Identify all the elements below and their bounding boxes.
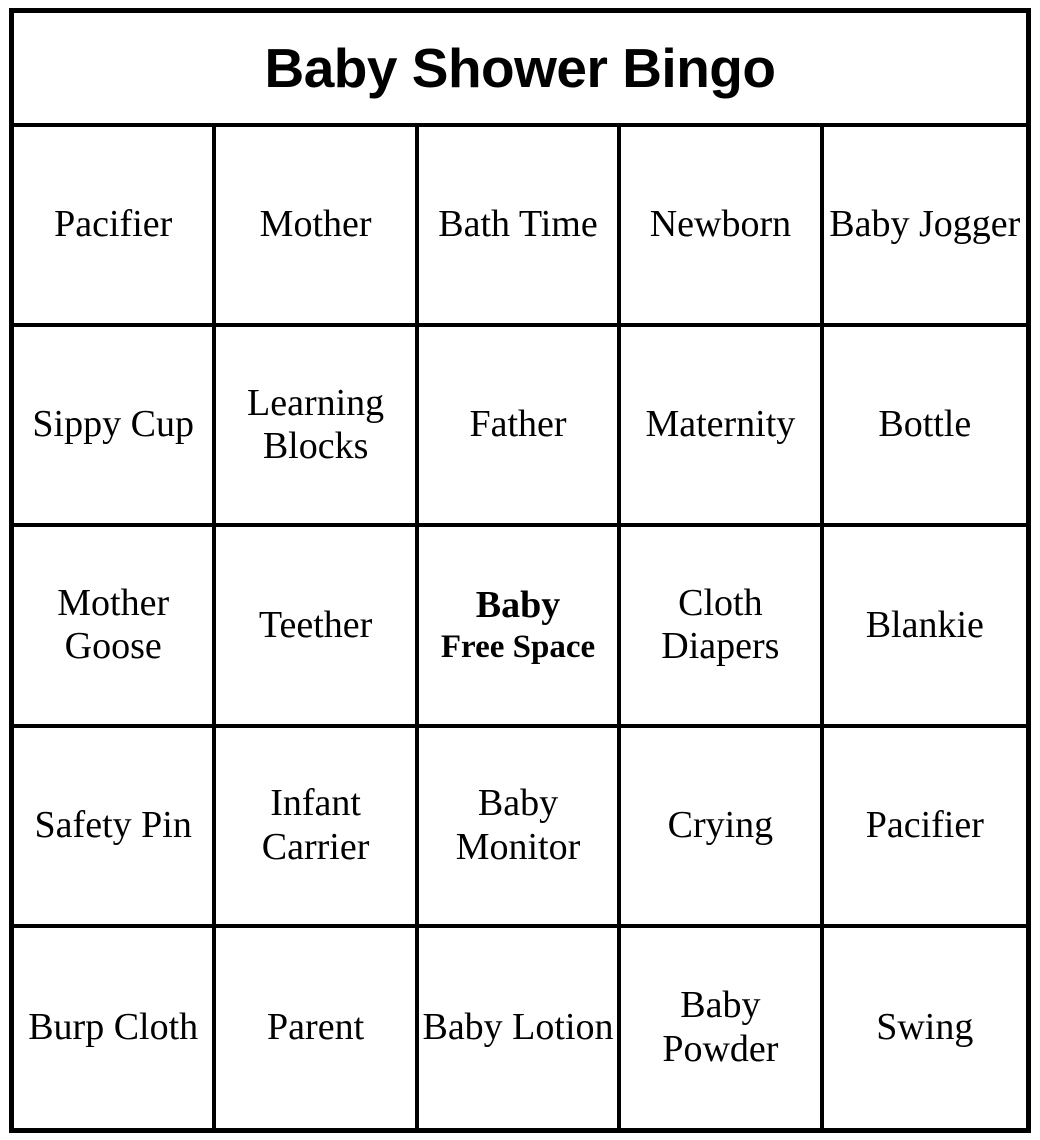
bingo-grid: [14, 127, 1026, 1128]
bingo-cell-r4c4: Crying: [621, 728, 823, 928]
bingo-cell-r1c4: Newborn: [621, 127, 823, 327]
bingo-cell-r4c1: Safety Pin: [14, 728, 216, 928]
free-space-title: Baby: [475, 583, 561, 626]
bingo-cell-r4c2: Infant Carrier: [216, 728, 418, 928]
bingo-cell-r3c1: Mother Goose: [14, 527, 216, 727]
bingo-cell-r4c5: Pacifier: [824, 728, 1026, 928]
bingo-cell-r2c5: Bottle: [824, 327, 1026, 527]
free-space-subtitle: Free Space: [440, 629, 596, 666]
bingo-cell-r5c3: Baby Lotion: [419, 928, 621, 1128]
bingo-cell-free-space: [419, 527, 621, 727]
bingo-cell-r5c5: Swing: [876, 1006, 974, 1049]
bingo-cell-r2c3: Father: [419, 327, 621, 527]
bingo-cell-r1c2: Mother: [216, 127, 418, 327]
bingo-cell-r5c2: Parent: [216, 928, 418, 1128]
bingo-cell-r2c2: Learning Blocks: [216, 327, 418, 527]
bingo-cell-r3c5: Blankie: [824, 527, 1026, 727]
bingo-cell-r5c1: Burp Cloth: [14, 928, 216, 1128]
bingo-card: [9, 8, 1031, 1133]
bingo-cell-r4c3: Baby Monitor: [419, 728, 621, 928]
bingo-cell-r5c4: Baby Powder: [621, 928, 823, 1128]
bingo-cell-r3c2: Teether: [216, 527, 418, 727]
bingo-cell-r1c1: Pacifier: [14, 127, 216, 327]
bingo-cell-r2c1: Sippy Cup: [14, 327, 216, 527]
bingo-cell-r2c4: Maternity: [621, 327, 823, 527]
bingo-cell-r1c5: Baby Jogger: [824, 127, 1026, 327]
bingo-cell-r3c4: Cloth Diapers: [621, 527, 823, 727]
title-bar: [14, 13, 1026, 127]
page-title: Baby Shower Bingo: [264, 37, 776, 99]
bingo-cell-r1c3: Bath Time: [419, 127, 621, 327]
